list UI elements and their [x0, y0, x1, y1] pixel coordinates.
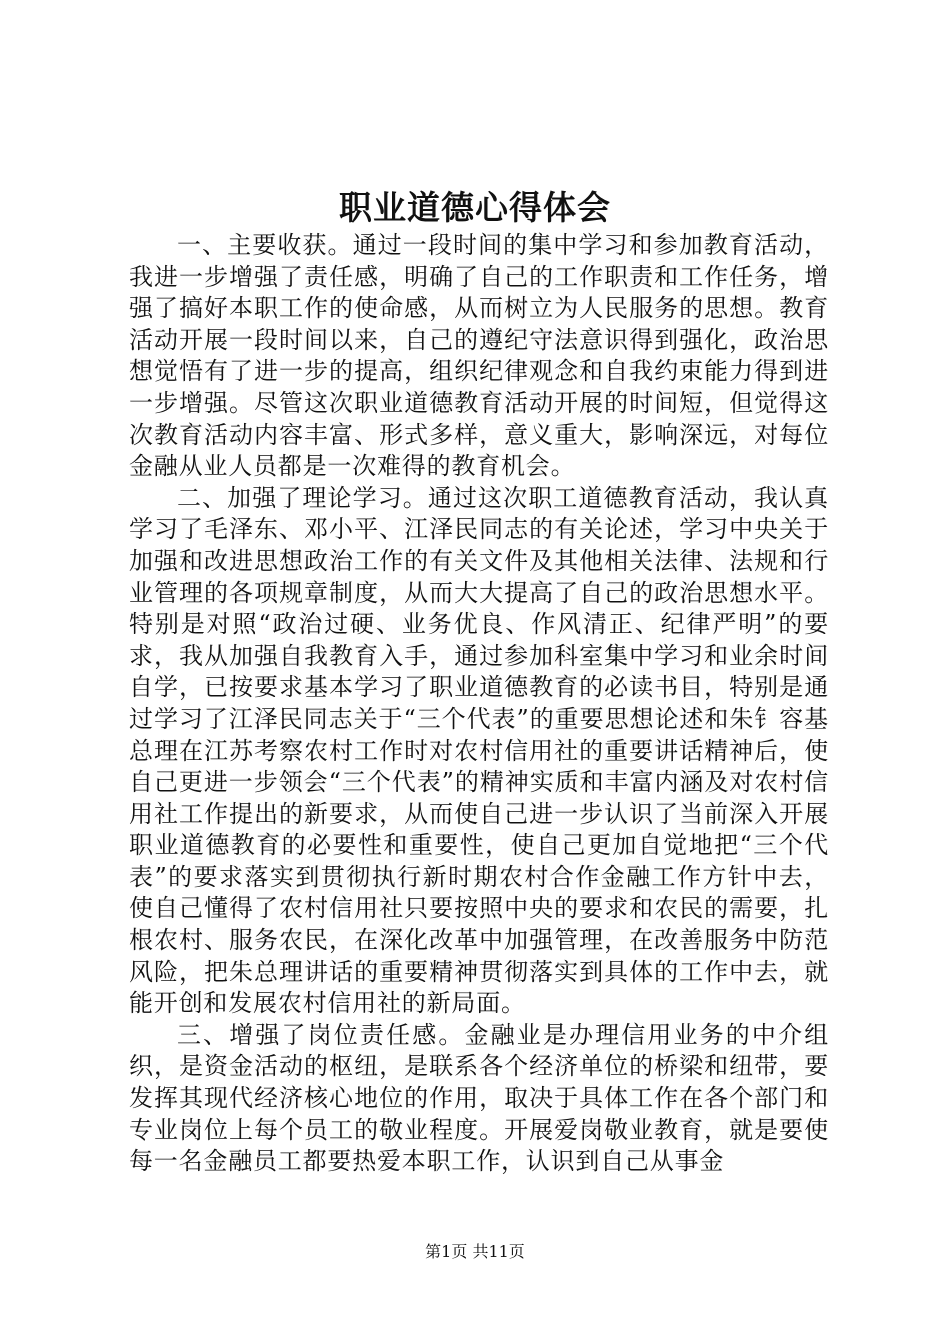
paragraph-main-gains: 一、主要收获。通过一段时间的集中学习和参加教育活动，我进一步增强了责任感，明确了自己的工作职责和工作任务，增强了搞好本职工作的使命感，从而树立为人民服务的思想。教育活动开展一段时间以来，自己的遵纪守法意识得到强化，政治思想觉悟有了进一步的提高，组织纪律观念和自我约束能力得到进一步增强。尽管这次职业道德教育活动开展的时间短，但觉得这次教育活动内容丰富、形式多样，意义重大，影响深远，对每位金融从业人员都是一次难得的教育机会。 [129, 231, 829, 481]
page-number-footer: 第1页 共11页 [425, 1242, 525, 1261]
paragraph-theory-study: 二、加强了理论学习。通过这次职工道德教育活动，我认真学习了毛泽东、邓小平、江泽民同志的有关论述，学习中央关于加强和改进思想政治工作的有关文件及其他相关法律、法规和行业管理的各项规章制度，从而大大提高了自己的政治思想水平。特别是对照“政治过硬、业务优良、作风清正、纪律严明”的要求，我从加强自我教育入手，通过参加科室集中学习和业余时间自学，已按要求基本学习了职业道德教育的必读书目，特别是通过学习了江泽民同志关于“三个代表”的重要思想论述和朱钅容基总理在江苏考察农村工作时对农村信用社的重要讲话精神后，使自己更进一步领会“三个代表”的精神实质和丰富内涵及对农村信用社工作提出的新要求，从而使自己进一步认识了当前深入开展职业道德教育的必要性和重要性，使自己更加自觉地把“三个代表”的要求落实到贯彻执行新时期农村合作金融工作方针中去，使自己懂得了农村信用社只要按照中央的要求和农民的需要，扎根农村、服务农民，在深化改革中加强管理，在改善服务中防范风险，把朱总理讲话的重要精神贯彻落实到具体的工作中去，就能开创和发展农村信用社的新局面。 [129, 483, 829, 1018]
document-title: 职业道德心得体会 [339, 188, 611, 227]
paragraph-job-responsibility: 三、增强了岗位责任感。金融业是办理信用业务的中介组织，是资金活动的枢纽，是联系各个经济单位的桥梁和纽带，要发挥其现代经济核心地位的作用，取决于具体工作在各个部门和专业岗位上每个员工的敬业程度。开展爱岗敬业教育，就是要使每一名金融员工都要热爱本职工作，认识到自己从事金 [129, 1020, 829, 1176]
document-body [129, 230, 829, 1178]
